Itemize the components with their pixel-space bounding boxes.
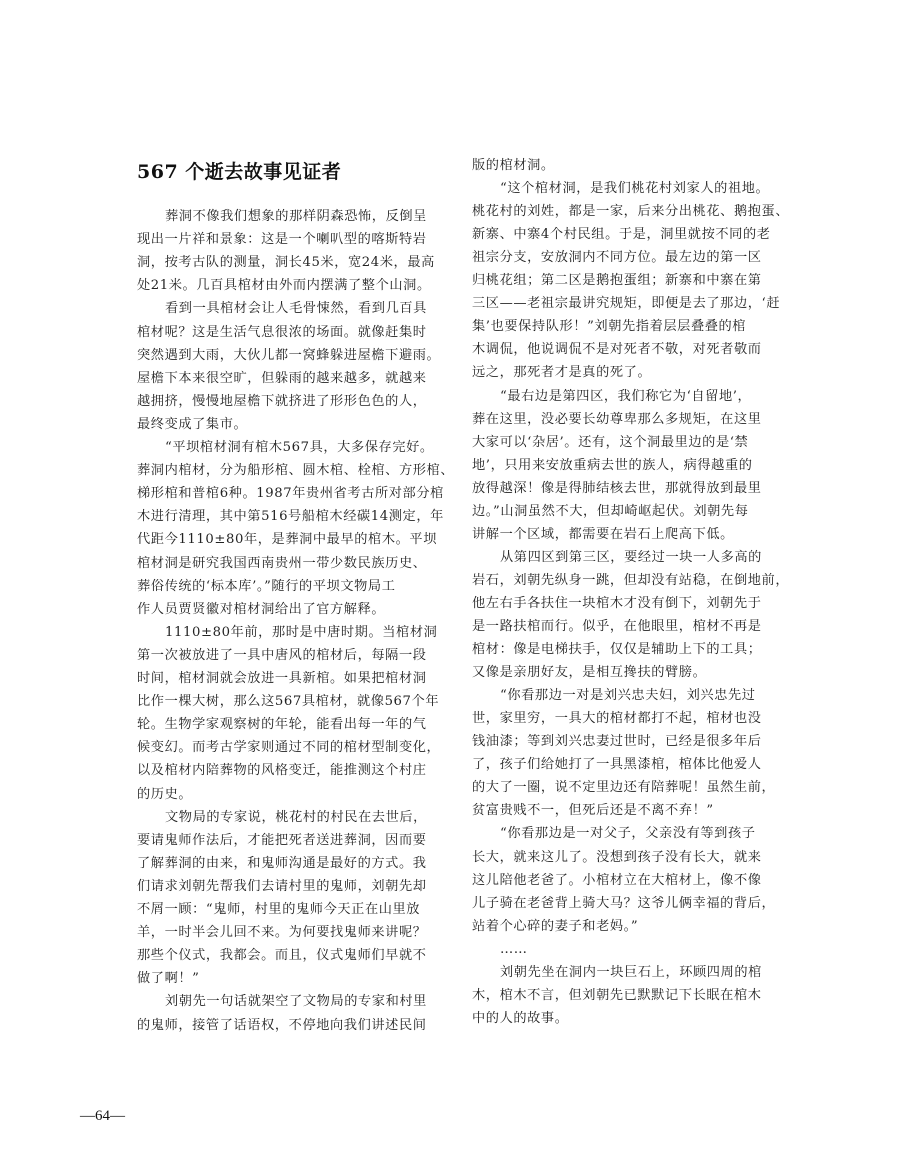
text-line: 时间，棺材洞就会放进一具新棺。如果把棺材洞 bbox=[137, 671, 427, 686]
text-line: 讲解一个区域，都需要在岩石上爬高下低。 bbox=[472, 526, 734, 542]
text-line: 这儿陪他老爸了。小棺材立在大棺材上，像不像 bbox=[472, 872, 762, 888]
text-line: 葬洞不像我们想象的那样阴森恐怖，反倒呈 bbox=[165, 209, 427, 224]
text-line: 羊，一时半会儿回不来。为何要找鬼师来讲呢？ bbox=[137, 925, 427, 941]
text-line: 棺材：像是电梯扶手，仅仅是辅助上下的工具； bbox=[472, 642, 762, 658]
text-line: 岩石，刘朝先纵身一跳，但却没有站稳，在倒地前， bbox=[472, 572, 790, 588]
text-line: 屋檐下本来很空旷，但躲雨的越来越多，就越来 bbox=[137, 370, 427, 386]
text-line: 轮。生物学家观察树的年轮，能看出每一年的气 bbox=[137, 717, 427, 733]
text-line: 以及棺材内陪葬物的风格变迁，能推测这个村庄 bbox=[137, 763, 427, 779]
text-line: 的大了一圈，说不定里边还有陪葬呢！虽然生前， bbox=[472, 780, 776, 796]
text-line: 远之，那死者才是真的死了。 bbox=[472, 365, 652, 381]
text-line: 做了啊！” bbox=[137, 971, 200, 987]
text-line: 从第四区到第三区，要经过一块一人多高的 bbox=[500, 549, 762, 565]
text-line: 棺材呢？这是生活气息很浓的场面。就像赶集时 bbox=[137, 324, 427, 340]
text-line: 洞，按考古队的测量，洞长45米，宽24米，最高 bbox=[137, 255, 435, 271]
text-line: 梯形棺和普棺6种。1987年贵州省考古所对部分棺 bbox=[137, 486, 444, 502]
text-line: 比作一棵大树，那么这567具棺材，就像567个年 bbox=[137, 694, 440, 710]
text-line: 长大，就来这儿了。没想到孩子没有长大，就来 bbox=[472, 849, 762, 865]
text-line: 地’，只用来安放重病去世的族人，病得越重的 bbox=[472, 457, 753, 473]
text-line: 处21米。几百具棺材由外而内摆满了整个山洞。 bbox=[137, 278, 431, 294]
text-line: 儿子骑在老爸背上骑大马？这爷儿俩幸福的背后， bbox=[472, 895, 776, 911]
text-line: 要请鬼师作法后，才能把死者送进葬洞，因而要 bbox=[137, 832, 427, 848]
text-line: “最右边是第四区，我们称它为‘自留地’， bbox=[500, 388, 752, 404]
text-line: 了解葬洞的由来，和鬼师沟通是最好的方式。我 bbox=[137, 855, 427, 871]
text-line: 世，家里穷，一具大的棺材都打不起，棺材也没 bbox=[472, 711, 762, 727]
text-line: 候变幻。而考古学家则通过不同的棺材型制变化， bbox=[137, 740, 441, 756]
text-line: 贫富贵贱不一，但死后还是不离不弃！” bbox=[472, 803, 714, 819]
text-line: 棺材洞是研究我国西南贵州一带少数民族历史、 bbox=[137, 555, 427, 571]
text-line: 看到一具棺材会让人毛骨悚然，看到几百具 bbox=[165, 301, 427, 317]
text-line: 葬在这里，没必要长幼尊卑那么多规矩，在这里 bbox=[472, 411, 762, 427]
text-line: 站着个心碎的妻子和老妈。” bbox=[472, 918, 639, 934]
page-number: —64— bbox=[80, 1108, 125, 1124]
text-line: 现出一片祥和景象：这是一个喇叭型的喀斯特岩 bbox=[137, 232, 427, 248]
text-line: 桃花村的刘姓，都是一家，后来分出桃花、鹅抱蛋、 bbox=[472, 204, 790, 220]
text-line: 那些个仪式，我都会。而且，仪式鬼师们早就不 bbox=[137, 948, 427, 964]
text-line: “你看那边是一对父子，父亲没有等到孩子 bbox=[500, 826, 756, 842]
text-line: 作人员贾贤徽对棺材洞给出了官方解释。 bbox=[137, 601, 386, 617]
text-line: 他左右手各扶住一块棺木才没有倒下，刘朝先于 bbox=[472, 595, 762, 611]
text-line: 新寨、中寨4个村民组。于是，洞里就按不同的老 bbox=[472, 227, 771, 243]
text-line: 葬俗传统的‘标本库’。”随行的平坝文物局工 bbox=[137, 578, 396, 594]
text-line: 中的人的故事。 bbox=[472, 1010, 569, 1026]
article-title: 567 个逝去故事见证者 bbox=[137, 161, 342, 183]
text-line: 突然遇到大雨，大伙儿都一窝蜂躲进屋檐下避雨。 bbox=[137, 347, 441, 363]
text-line: 越拥挤，慢慢地屋檐下就挤进了形形色色的人， bbox=[137, 393, 427, 409]
text-line: 了，孩子们给她打了一具黑漆棺，棺体比他爱人 bbox=[472, 757, 762, 773]
text-line: 不屑一顾：“鬼师，村里的鬼师今天正在山里放 bbox=[137, 902, 421, 917]
text-line: 钱油漆；等到刘兴忠妻过世时，已经是很多年后 bbox=[472, 734, 762, 750]
text-line: 木调侃，他说调侃不是对死者不敬，对死者敬而 bbox=[472, 342, 762, 358]
text-line: 最终变成了集市。 bbox=[137, 416, 248, 432]
text-line: 木进行清理，其中第516号船棺木经碳14测定，年 bbox=[137, 509, 444, 525]
text-line: “平坝棺材洞有棺木567具，大多保存完好。 bbox=[165, 440, 434, 455]
text-line: 又像是亲朋好友，是相互搀扶的臂膀。 bbox=[472, 665, 707, 681]
text-line: 放得越深！像是得肺结核去世，那就得放到最里 bbox=[472, 480, 762, 496]
text-line: 1110±80年前，那时是中唐时期。当棺材洞 bbox=[165, 624, 438, 640]
text-line: 代距今1110±80年，是葬洞中最早的棺木。平坝 bbox=[137, 532, 437, 548]
text-line: 木，棺木不言，但刘朝先已默默记下长眠在棺木 bbox=[472, 987, 762, 1003]
text-line: “这个棺材洞，是我们桃花村刘家人的祖地。 bbox=[500, 181, 770, 197]
text-line: 第一次被放进了一具中唐风的棺材后，每隔一段 bbox=[137, 647, 427, 663]
text-line: 的鬼师，接管了话语权，不停地向我们讲述民间 bbox=[137, 1017, 427, 1033]
text-line: 刘朝先一句话就架空了文物局的专家和村里 bbox=[165, 994, 427, 1010]
text-line: 大家可以‘杂居’。还有，这个洞最里边的是‘禁 bbox=[472, 434, 749, 450]
text-line: 葬洞内棺材，分为船形棺、圆木棺、栓棺、方形棺、 bbox=[137, 463, 455, 479]
text-line: 刘朝先坐在洞内一块巨石上，环顾四周的棺 bbox=[500, 964, 762, 980]
text-line: 三区——老祖宗最讲究规矩，即便是去了那边，‘赶 bbox=[472, 296, 781, 312]
text-line: 祖宗分支，安放洞内不同方位。最左边的第一区 bbox=[472, 250, 762, 266]
text-line: 文物局的专家说，桃花村的村民在去世后， bbox=[165, 809, 427, 825]
text-line: 的历史。 bbox=[137, 786, 193, 802]
text-line: …… bbox=[500, 941, 528, 957]
text-line: 版的棺材洞。 bbox=[472, 158, 555, 173]
text-line: 集’也要保持队形！”刘朝先指着层层叠叠的棺 bbox=[472, 319, 747, 335]
text-line: “你看那边一对是刘兴忠夫妇，刘兴忠先过 bbox=[500, 688, 756, 704]
text-line: 们请求刘朝先帮我们去请村里的鬼师，刘朝先却 bbox=[137, 878, 427, 894]
text-line: 归桃花组；第二区是鹅抱蛋组；新寨和中寨在第 bbox=[472, 273, 762, 289]
text-line: 是一路扶棺而行。似乎，在他眼里，棺材不再是 bbox=[472, 619, 762, 634]
text-line: 边。”山洞虽然不大，但却崎岖起伏。刘朝先每 bbox=[472, 503, 749, 519]
